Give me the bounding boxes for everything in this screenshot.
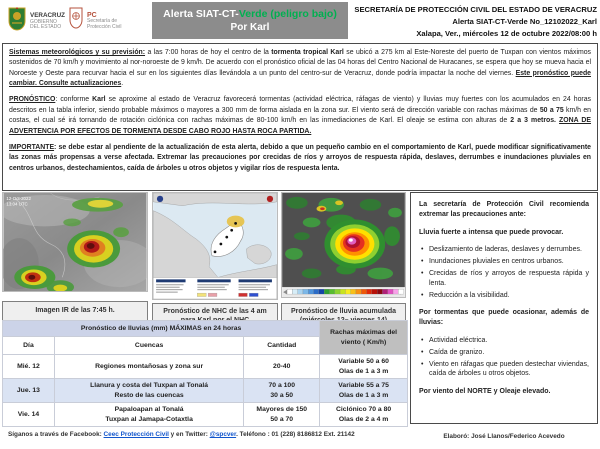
rain-forecast-table: [2, 320, 408, 427]
twitter-link[interactable]: @spcver: [209, 431, 237, 438]
bulletin-text-box: [2, 43, 598, 191]
ir-satellite-image: [2, 192, 148, 292]
org-name: SECRETARÍA DE PROTECCIÓN CIVIL DEL ESTADO DE VERACRUZ: [354, 5, 597, 14]
pc-logo-text: PC Secretaría de Protección Civil: [87, 12, 122, 30]
paragraph-sistemas: Sistemas meteorológicos y su previsión: a las 7:00 horas de hoy el centro de la tormenta tropical Karl se ubicó a 275 km al Este-Noreste del puerto de Tuxpan con vientos máximos sostenidos de 70 km/h y movimiento al nor-noroeste de 9 km/h. De acuerdo con el pronóstico oficial de las 04 horas del Centro Nacional de Huracanes, se espera que hoy se mueva hacia el Noroeste y Oeste para recurvar hacia el sur en los siguientes días llevándola a un punto del centro-sur de Veracruz, donde podría impactar la noche del viernes. Este pronóstico puede cambiar. Consulte actualizaciones.: [9, 49, 592, 88]
nhc-forecast-map: [152, 192, 278, 300]
ir-timestamp-line1: 12-Oct-2022: [6, 195, 31, 201]
facebook-link[interactable]: Ceec Protección Civil: [103, 431, 169, 438]
panel-title: La secretaría de Protección Civil recomienda extremar las precauciones ante:: [419, 201, 589, 218]
rain-map-caption: Pronóstico de lluvia acumulada: [281, 303, 406, 329]
alert-title-line1: [152, 8, 348, 20]
col-header-dia: Día: [3, 337, 55, 355]
footer-credit: Elaboró: José Llanos/Federico Acevedo: [443, 433, 565, 440]
cell-cantidad: 70 a 100 30 a 50: [244, 379, 320, 403]
veracruz-government-logo: [7, 7, 65, 36]
pc-shield-icon: [68, 7, 84, 35]
table-row: [3, 379, 408, 403]
dateline: Xalapa, Ver., miércoles 12 de octubre 2022/08:00 h: [416, 28, 597, 38]
cell-cantidad: 20-40: [244, 355, 320, 379]
list-item: • Deslizamiento de laderas, deslaves y derrumbes.: [420, 245, 589, 255]
rain-colorbar: [282, 288, 405, 297]
wind-column-header: Rachas máximas del viento ( Km/h): [320, 321, 408, 355]
table-band-header: Pronóstico de lluvias (mm) MÁXIMAS en 24 horas: [3, 321, 320, 337]
paragraph-pronostico: PRONÓSTICO: conforme Karl se aproxime al estado de Veracruz favorecerá tormentas (actividad eléctrica, ráfagas de viento) y lluvias muy fuertes con los acumulados en 24 horas descritos en la tabla inferior, siendo probable máximos o mayores a 300 mm de forma aislada en la zona sur. El viento será de dirección variable con rachas máximas de 50 a 75 km/h en costas, el cual sé irá tornando de rotación ciclónica con rachas máximas de 80-100 km/h en las inmediaciones de Karl. El oleaje se estima con alturas de 2 a 3 metros. ZONA DE ADVERTENCIA POR EFECTOS DE TORMENTA DESDE CABO ROJO HASTA ROCA PARTIDA.: [9, 96, 592, 135]
table-row: [3, 403, 408, 427]
ir-image-caption: Imagen IR de las 7:45 h.: [2, 301, 148, 321]
cell-dia: Jue. 13: [3, 379, 55, 403]
alert-level-text: Verde (peligro bajo): [238, 8, 337, 20]
proteccion-civil-logo: [68, 7, 121, 35]
cell-rachas: Variable 55 a 75 Olas de 1 a 3 m: [320, 379, 408, 403]
list-item: • Reducción a la visibilidad.: [420, 291, 589, 301]
recommendations-panel: [410, 192, 598, 424]
veracruz-logo-text: VERACRUZ GOBIERNO DEL ESTADO: [30, 11, 65, 30]
list-item: • Inundaciones pluviales en centros urbanos.: [420, 257, 589, 267]
list-item: • Actividad eléctrica.: [420, 336, 589, 346]
alert-title-subtitle: Por Karl: [230, 22, 270, 33]
veracruz-shield-icon: [7, 7, 27, 36]
panel-sub-tormentas: Por tormentas que puede ocasionar, además de lluvias:: [419, 309, 589, 327]
cell-rachas: Ciclónico 70 a 80 Olas de 2 a 4 m: [320, 403, 408, 427]
rain-accumulation-map: [281, 192, 406, 298]
alert-title-prefix: Alerta SIAT-CT-: [163, 8, 239, 20]
cell-cuencas: Llanura y costa del Tuxpan al Tonalá Resto de las cuencas: [54, 379, 243, 403]
panel-sub-lluvia: Lluvia fuerte a intensa que puede provocar.: [419, 228, 564, 236]
cell-cuencas: Regiones montañosas y zona sur: [54, 355, 243, 379]
table-row: [3, 355, 408, 379]
cell-cantidad: Mayores de 150 50 a 70: [244, 403, 320, 427]
storm-risk-list: [420, 336, 589, 379]
list-item: • Crecidas de ríos y arroyos de respuesta rápida y lenta.: [420, 269, 589, 289]
nhc-map-caption: Pronóstico de NHC de las 4 am: [152, 303, 278, 329]
ir-timestamp-line2: 13:04 UTC: [6, 201, 28, 207]
col-header-cuencas: Cuencas: [54, 337, 243, 355]
footer-social-line: Síganos a través de Facebook: Ceec Protección Civil y en Twitter: @spcver. Teléfono : 01 (228) 8186812 Ext. 21142: [8, 431, 355, 438]
panel-sub-norte: Por viento del NORTE y Oleaje elevado.: [419, 388, 551, 396]
cell-dia: Vie. 14: [3, 403, 55, 427]
cell-cuencas: Papaloapan al Tonalá Tuxpan al Jamapa-Cotaxtla: [54, 403, 243, 427]
cell-dia: Mié. 12: [3, 355, 55, 379]
alert-id: Alerta SIAT-CT-Verde No_12102022_Karl: [452, 16, 597, 26]
rain-risk-list: [420, 245, 589, 300]
org-header-block: [349, 4, 597, 39]
logo-pc-abbr: PC: [87, 12, 97, 20]
paragraph-importante: IMPORTANTE: se debe estar al pendiente de la actualización de esta alerta, debido a que un pequeño cambio en el comportamiento de Karl, puede modificar significativamente las zonas más propensas a verse afectada. Extremar las precauciones por crecidas de ríos y arroyos de respuesta rápida, deslaves, derrumbes e inundaciones pluviales en centros urbanos, destechamientos, caída de árboles u otros objetos y vigilar ríos de respuesta lenta.: [9, 143, 591, 172]
cell-rachas: Variable 50 a 60 Olas de 1 a 3 m: [320, 355, 408, 379]
alert-title-box: [152, 2, 348, 39]
list-item: • Caída de granizo.: [420, 348, 589, 358]
logo-veracruz-name: VERACRUZ: [30, 11, 65, 19]
col-header-cantidad: Cantidad: [244, 337, 320, 355]
list-item: • Viento en ráfagas que pueden destechar viviendas, caída de árboles u otros objetos.: [420, 360, 589, 380]
